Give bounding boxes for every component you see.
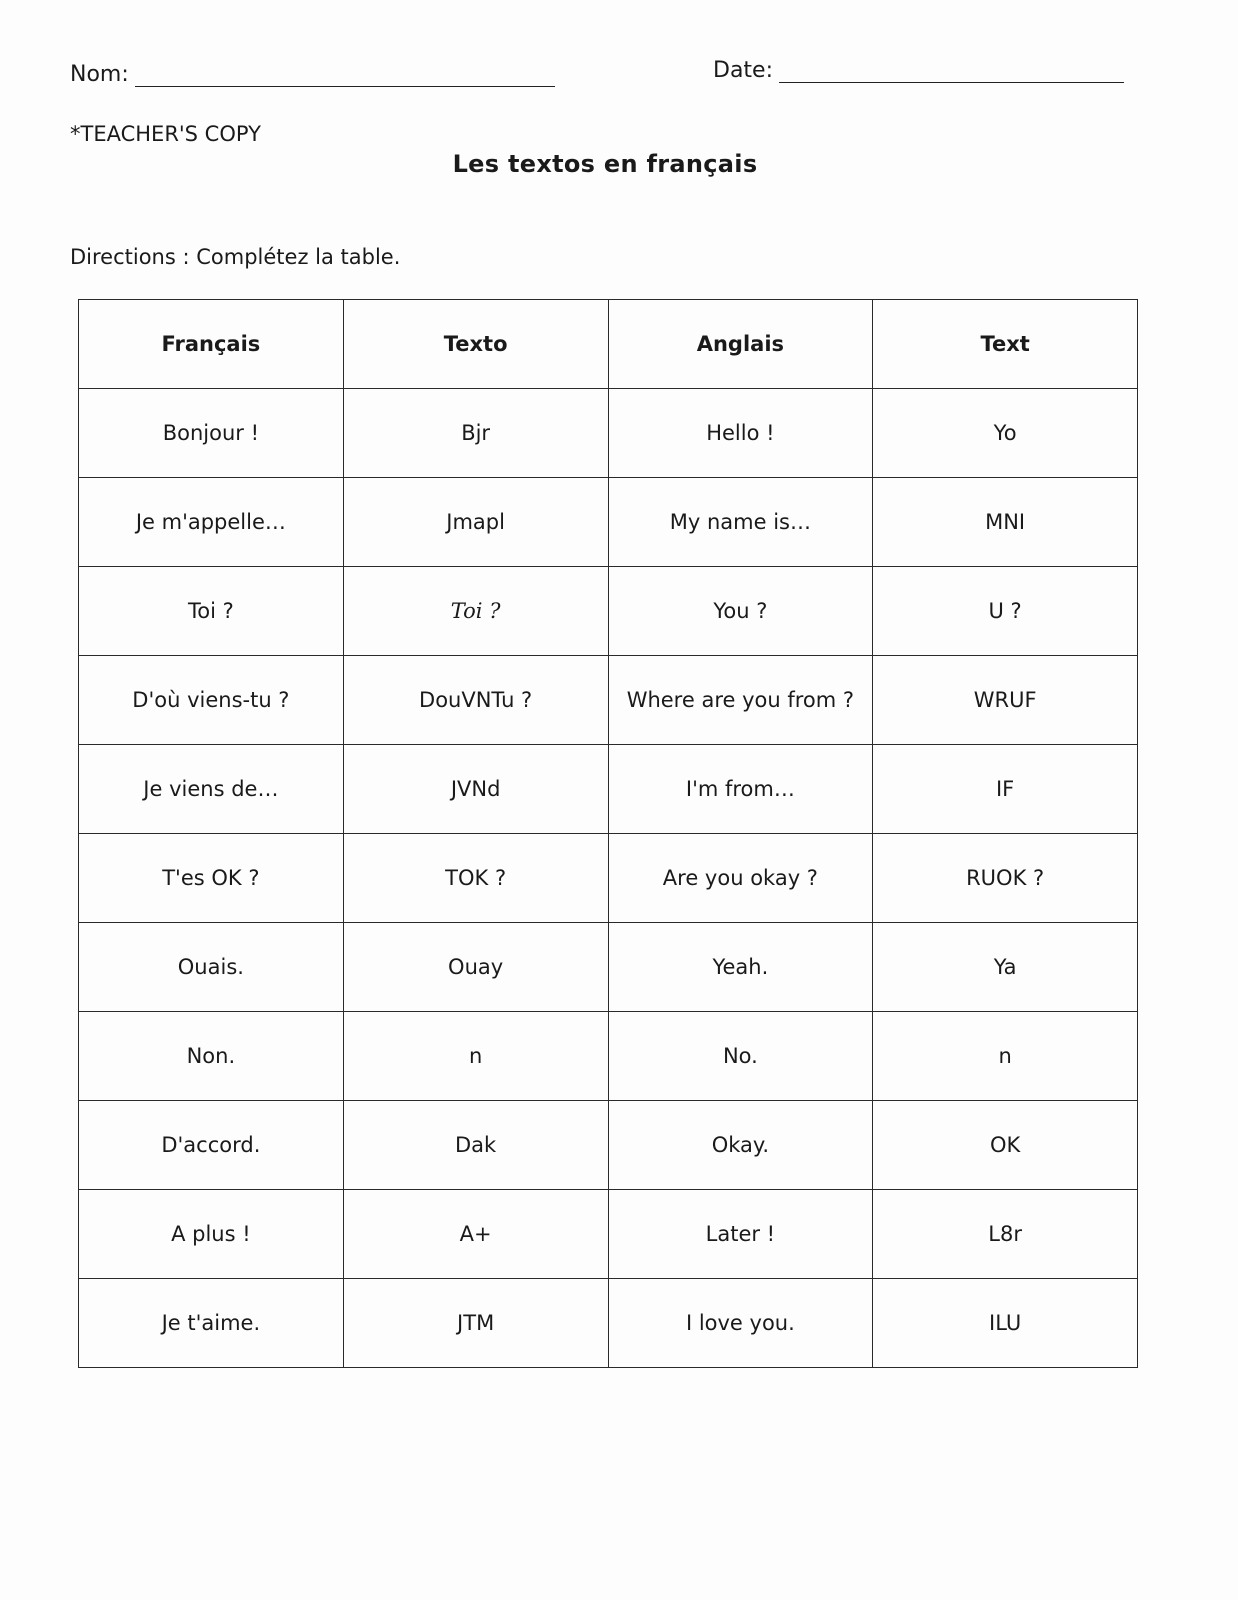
- table-cell: Okay.: [608, 1101, 873, 1190]
- table-cell: Hello !: [608, 389, 873, 478]
- table-cell-handwritten: Toi ?: [343, 567, 608, 656]
- table-cell: Later !: [608, 1190, 873, 1279]
- table-cell: Dak: [343, 1101, 608, 1190]
- date-field[interactable]: [713, 58, 1124, 83]
- column-header-texto: Texto: [343, 300, 608, 389]
- table-cell: Yo: [873, 389, 1138, 478]
- table-cell: A+: [343, 1190, 608, 1279]
- table-row: [79, 1279, 1138, 1368]
- directions-text: Directions : Complétez la table.: [70, 245, 401, 269]
- table-cell: No.: [608, 1012, 873, 1101]
- table-row: [79, 1012, 1138, 1101]
- table-row: [79, 923, 1138, 1012]
- table-cell: My name is…: [608, 478, 873, 567]
- table-header-row: [79, 300, 1138, 389]
- table-cell: TOK ?: [343, 834, 608, 923]
- table-row: [79, 567, 1138, 656]
- table-cell: OK: [873, 1101, 1138, 1190]
- table-row: [79, 834, 1138, 923]
- table-cell: Bonjour !: [79, 389, 344, 478]
- page-title-text: Les textos en français: [452, 150, 758, 178]
- table-cell: Je t'aime.: [79, 1279, 344, 1368]
- table-row: [79, 1101, 1138, 1190]
- vocab-table: [78, 299, 1138, 1368]
- table-row: [79, 745, 1138, 834]
- table-cell: Are you okay ?: [608, 834, 873, 923]
- table-row: [79, 389, 1138, 478]
- table-cell: WRUF: [873, 656, 1138, 745]
- column-header-text: Text: [873, 300, 1138, 389]
- table-cell: Where are you from ?: [608, 656, 873, 745]
- table-cell: JVNd: [343, 745, 608, 834]
- table-cell: n: [873, 1012, 1138, 1101]
- table-cell: A plus !: [79, 1190, 344, 1279]
- teacher-copy-note: *TEACHER'S COPY: [70, 122, 261, 146]
- table-cell: I love you.: [608, 1279, 873, 1368]
- table-row: [79, 1190, 1138, 1279]
- column-header-anglais: Anglais: [608, 300, 873, 389]
- page-title: [0, 150, 1238, 178]
- table-cell: RUOK ?: [873, 834, 1138, 923]
- table-cell: n: [343, 1012, 608, 1101]
- table-cell: JTM: [343, 1279, 608, 1368]
- table-cell: ILU: [873, 1279, 1138, 1368]
- table-cell: Ouais.: [79, 923, 344, 1012]
- table-cell: D'où viens-tu ?: [79, 656, 344, 745]
- table-cell: T'es OK ?: [79, 834, 344, 923]
- date-label: Date:: [713, 58, 773, 83]
- column-header-francais: Français: [79, 300, 344, 389]
- table-cell: DouVNTu ?: [343, 656, 608, 745]
- table-cell: L8r: [873, 1190, 1138, 1279]
- nom-label: Nom:: [70, 62, 129, 87]
- table-cell: Bjr: [343, 389, 608, 478]
- table-cell: Yeah.: [608, 923, 873, 1012]
- table-cell: Je viens de…: [79, 745, 344, 834]
- nom-field[interactable]: [70, 62, 555, 87]
- table-cell: You ?: [608, 567, 873, 656]
- table-cell: D'accord.: [79, 1101, 344, 1190]
- nom-input-line[interactable]: [135, 66, 555, 87]
- table-cell: Ouay: [343, 923, 608, 1012]
- table-cell: Toi ?: [79, 567, 344, 656]
- table-row: [79, 656, 1138, 745]
- date-input-line[interactable]: [779, 62, 1124, 83]
- table-cell: Non.: [79, 1012, 344, 1101]
- table-cell: I'm from…: [608, 745, 873, 834]
- table-cell: U ?: [873, 567, 1138, 656]
- table-cell: MNI: [873, 478, 1138, 567]
- table-cell: Jmapl: [343, 478, 608, 567]
- table-cell: IF: [873, 745, 1138, 834]
- table-cell: Je m'appelle…: [79, 478, 344, 567]
- table-cell: Ya: [873, 923, 1138, 1012]
- table-row: [79, 478, 1138, 567]
